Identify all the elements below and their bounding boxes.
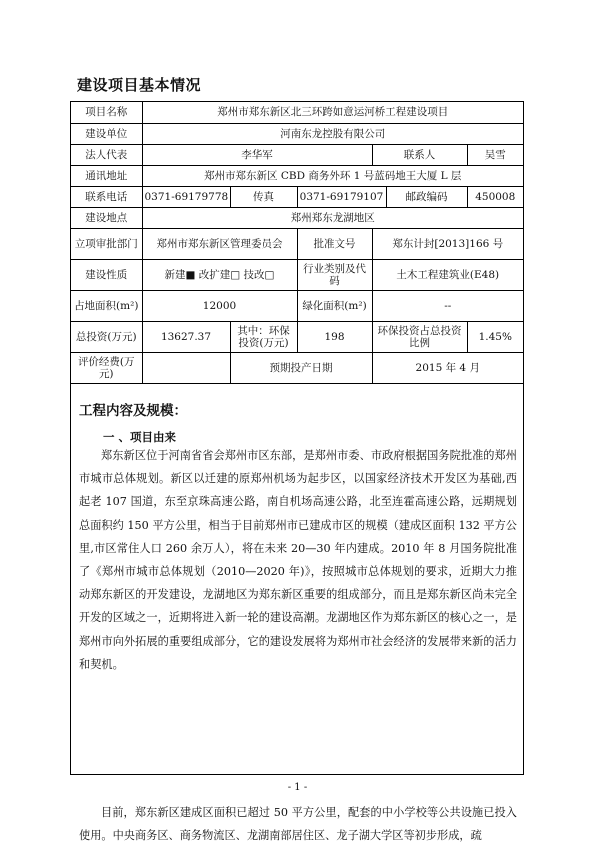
assess-fee-value: [142, 352, 230, 383]
page-title: 建设项目基本情况: [77, 76, 202, 94]
fax-label: 传真: [230, 186, 297, 207]
phone-label: 联系电话: [71, 186, 142, 207]
location-value: 郑州郑东龙湖地区: [142, 207, 523, 228]
sub-title: 一 、项目由来: [103, 430, 177, 444]
content-frame: [70, 101, 524, 843]
nature-value: 新建■ 改扩建□ 技改□: [142, 259, 297, 290]
green-value: --: [372, 290, 523, 321]
table-row: [71, 321, 523, 352]
paragraph-2: 目前，郑东新区建成区面积已超过 50 平方公里，配套的中小学校等公共设施已投入使用。中央商务区、商务物流区、龙湖南部居住区、龙子湖大学区等初步形成，疏: [79, 806, 517, 843]
postcode-label: 邮政编码: [386, 186, 467, 207]
table-row: [71, 186, 523, 207]
table-row: [71, 207, 523, 228]
assess-fee-label: 评价经费(万元): [71, 352, 142, 383]
paragraph-1: 郑东新区位于河南省省会郑州市区东部，是郑州市委、市政府根据国务院批准的郑州市城市总体规划。新区以迁建的原郑州机场为起步区，以国家经济技术开发区为基础,西起老 107 国道，东至京珠高速公路，南自机场高速公路，北至连霍高速公路，远期规划总面积约 150 平方公里，相当于目前郑州市已建成市区的规模（建成区面积 132 平方公里,市区常住人口 260 余万人），将在未来 20—30 年内建成。2010 年 8 月国务院批准了《郑州市城市总体规划（2010—2020 年)》，按照城市总体规划的要求，近期大力推动郑东新区的开发建设，龙湖地区为郑东新区重要的组成部分，而且是郑东新区尚未完全开发的区域之一，近期将进入新一轮的建设高潮。龙湖地区作为郑东新区的核心之一，是郑州市向外拓展的重要组成部分，它的建设发展将为郑州市社会经济的发展带来新的活力和契机。: [79, 449, 517, 671]
table-row: [71, 144, 523, 165]
page-number: - 1 -: [287, 782, 308, 793]
contact-label: 联系人: [372, 144, 467, 165]
address-label: 通讯地址: [71, 165, 142, 186]
approval-dept-label: 立项审批部门: [71, 228, 142, 259]
project-info-table: [71, 102, 523, 384]
nature-label: 建设性质: [71, 259, 142, 290]
section-title: 工程内容及规模：: [79, 403, 187, 419]
table-row: [71, 352, 523, 383]
unit-label: 建设单位: [71, 123, 142, 144]
project-name-value: 郑州市郑东新区北三环跨如意运河桥工程建设项目: [142, 102, 523, 123]
area-label: 占地面积(m²): [71, 290, 142, 321]
address-value: 郑州市郑东新区 CBD 商务外环 1 号蓝码地王大厦 L 层: [142, 165, 523, 186]
legal-rep-label: 法人代表: [71, 144, 142, 165]
approval-no-label: 批准文号: [297, 228, 372, 259]
env-invest-label: 其中：环保投资(万元): [230, 321, 297, 352]
location-label: 建设地点: [71, 207, 142, 228]
unit-value: 河南东龙控股有限公司: [142, 123, 523, 144]
approval-dept-value: 郑州市郑东新区管理委员会: [142, 228, 297, 259]
area-value: 12000: [142, 290, 297, 321]
table-row: [71, 228, 523, 259]
postcode-value: 450008: [467, 186, 523, 207]
industry-label: 行业类别及代码: [297, 259, 372, 290]
fax-value: 0371-69179107: [297, 186, 386, 207]
legal-rep-value: 李华军: [142, 144, 372, 165]
phone-value: 0371-69179778: [142, 186, 230, 207]
start-date-label: 预期投产日期: [230, 352, 372, 383]
table-row: [71, 259, 523, 290]
project-name-label: 项目名称: [71, 102, 142, 123]
start-date-value: 2015 年 4 月: [372, 352, 523, 383]
env-ratio-label: 环保投资占总投资比例: [372, 321, 467, 352]
invest-value: 13627.37: [142, 321, 230, 352]
table-row: [71, 123, 523, 144]
approval-no-value: 郑东计封[2013]166 号: [372, 228, 523, 259]
table-row: [71, 102, 523, 123]
table-row: [71, 290, 523, 321]
green-label: 绿化面积(m²): [297, 290, 372, 321]
invest-label: 总投资(万元): [71, 321, 142, 352]
contact-value: 吴雪: [467, 144, 523, 165]
industry-value: 土木工程建筑业(E48): [372, 259, 523, 290]
env-ratio-value: 1.45%: [467, 321, 523, 352]
table-row: [71, 165, 523, 186]
env-invest-value: 198: [297, 321, 372, 352]
